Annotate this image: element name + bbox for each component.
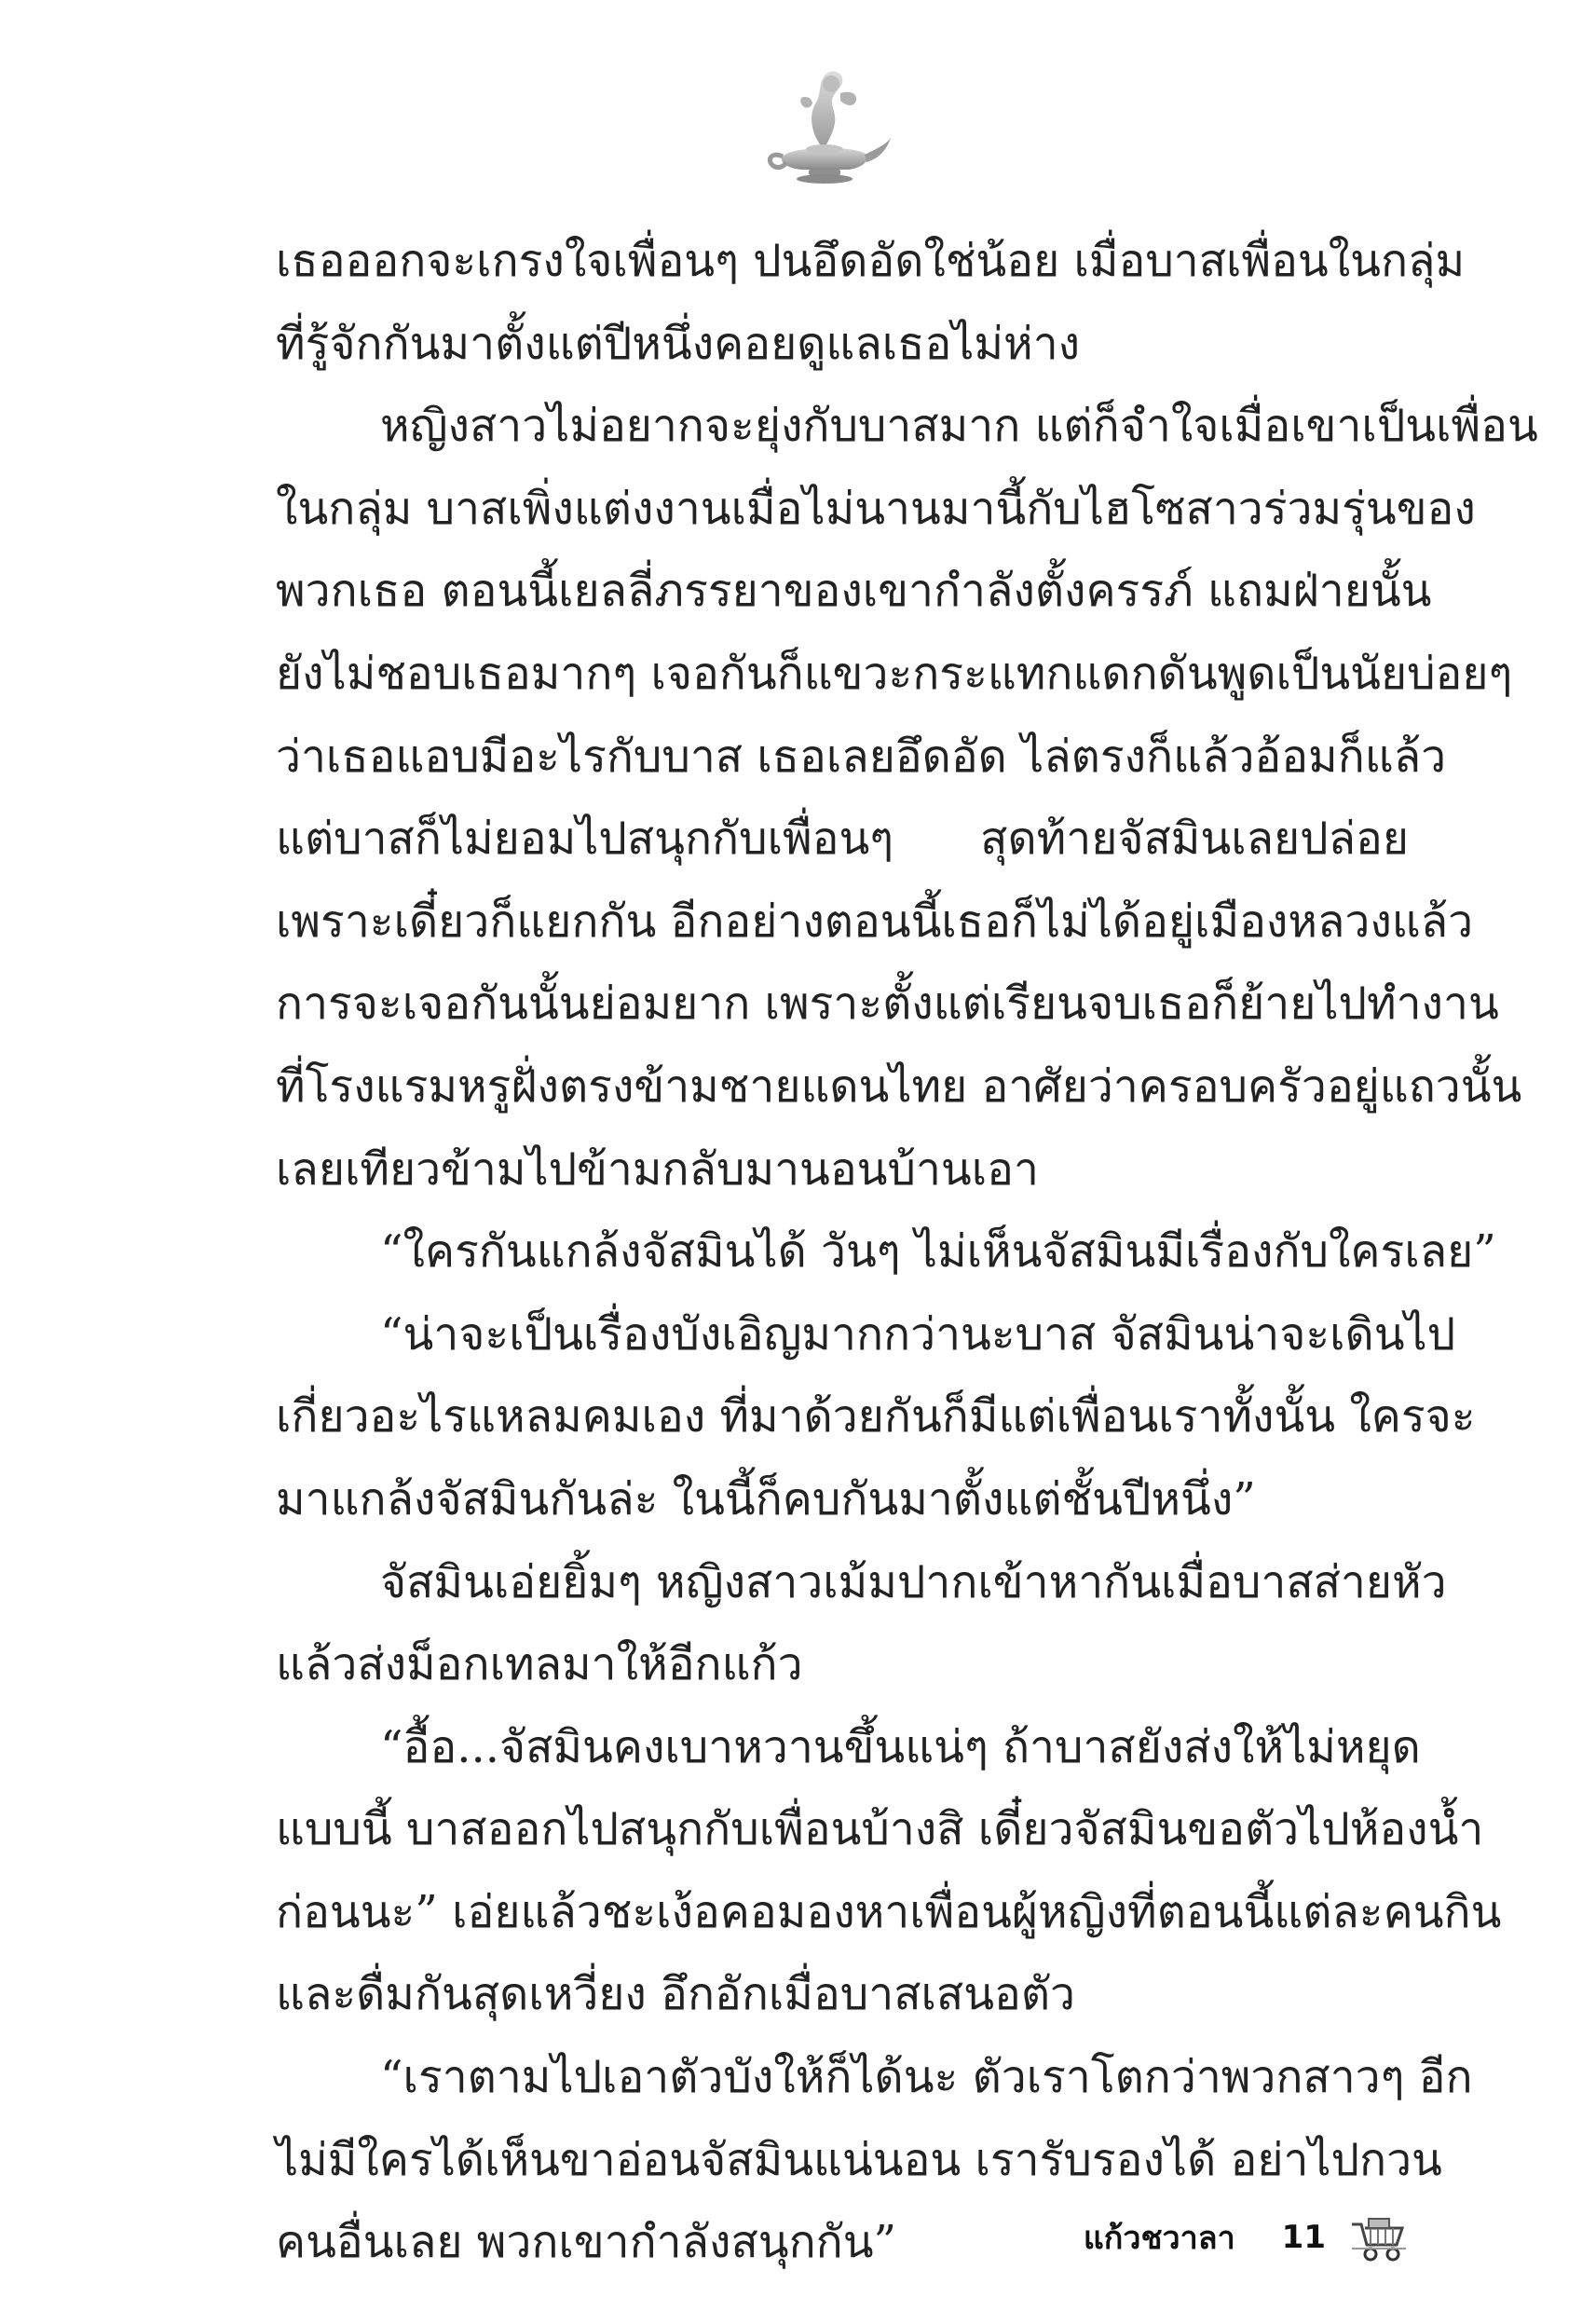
text-line: และดื่มกันสุดเหวี่ยง อึกอักเมื่อบาสเสนอตัว [276, 1968, 1075, 2021]
text-line: คนอื่นเลย พวกเขากำลังสนุกกัน” [276, 2216, 897, 2269]
text-line: มาแกล้งจัสมินกันล่ะ ในนี้ก็คบกันมาตั้งแต่ชั้นปีหนึ่ง” [276, 1472, 1256, 1525]
text-line: เพราะเดี๋ยวก็แยกกัน อีกอย่างตอนนี้เธอก็ไม่ได้อยู่เมืองหลวงแล้ว [276, 895, 1474, 948]
page-footer [1084, 2205, 1410, 2270]
text-line: ยังไม่ชอบเธอมากๆ เจอกันก็แขวะกระแทกแดกดันพูดเป็นนัยบ่อยๆ [276, 647, 1513, 700]
page-number: 11 [1281, 2219, 1326, 2256]
magic-lamp-genie-icon [755, 56, 894, 196]
text-line: แล้วส่งม็อกเทลมาให้อีกแก้ว [276, 1638, 803, 1691]
text-line: จัสมินเอ่ยยิ้มๆ หญิงสาวเม้มปากเข้าหากันเมื่อบาสส่ายหัว [380, 1555, 1447, 1608]
paragraph [276, 1210, 1496, 1293]
text-line: ที่โรงแรมหรูฝั่งตรงข้ามชายแดนไทย อาศัยว่าครอบครัวอยู่แถวนั้น [276, 1060, 1522, 1113]
cart-icon [1344, 2211, 1410, 2263]
text-line: แบบนี้ บาสออกไปสนุกกับเพื่อนบ้างสิ เดี๋ยวจัสมินขอตัวไปห้องน้ำ [276, 1803, 1484, 1856]
text-line: “อื้อ...จัสมินคงเบาหวานขึ้นแน่ๆ ถ้าบาสยังส่งให้ไม่หยุด [380, 1720, 1421, 1773]
text-line: เลยเทียวข้ามไปข้ามกลับมานอนบ้านเอา [276, 1142, 1039, 1196]
text-line: “น่าจะเป็นเรื่องบังเอิญมากกว่านะบาส จัสมินน่าจะเดินไป [380, 1307, 1456, 1361]
text-line: การจะเจอกันนั้นย่อมยาก เพราะตั้งแต่เรียนจบเธอก็ย้ายไปทำงาน [276, 978, 1499, 1031]
text-line: หญิงสาวไม่อยากจะยุ่งกับบาสมาก แต่ก็จำใจเมื่อเขาเป็นเพื่อน [380, 400, 1538, 453]
text-line: พวกเธอ ตอนนี้เยลลี่ภรรยาของเขากำลังตั้งครรภ์ แถมฝ่ายนั้น [276, 565, 1432, 618]
text-line: เกี่ยวอะไรแหลมคมเอง ที่มาด้วยกันก็มีแต่เพื่อนเราทั้งนั้น ใครจะ [276, 1390, 1476, 1443]
text-line: ในกลุ่ม บาสเพิ่งแต่งงานเมื่อไม่นานมานี้กับไฮโซสาวร่วมรุ่นของ [276, 482, 1476, 535]
text-line: แต่บาสก็ไม่ยอมไปสนุกกับเพื่อนๆ สุดท้ายจัสมินเลยปล่อย [276, 813, 1409, 866]
paragraph [276, 1541, 1447, 1706]
book-title: แก้วชวาลา [1083, 2220, 1235, 2257]
text-line: “เราตามไปเอาตัวบังให้ก็ได้นะ ตัวเราโตกว่าพวกสาวๆ อีก [380, 2051, 1473, 2104]
text-line: ก่อนนะ” เอ่ยแล้วชะเง้อคอมองหาเพื่อนผู้หญิงที่ตอนนี้แต่ละคนกิน [276, 1885, 1502, 1938]
paragraph [276, 220, 1466, 385]
paragraph [276, 385, 1538, 1210]
text-line: ที่รู้จักกันมาตั้งแต่ปีหนึ่งคอยดูแลเธอไม่ห่าง [276, 317, 1081, 370]
text-line: ไม่มีใครได้เห็นขาอ่อนจัสมินแน่นอน เรารับรองได้ อย่าไปกวน [276, 2133, 1442, 2186]
text-line: เธอออกจะเกรงใจเพื่อนๆ ปนอึดอัดใช่น้อย เมื่อบาสเพื่อนในกลุ่ม [276, 235, 1466, 287]
text-line: “ใครกันแกล้งจัสมินได้ วันๆ ไม่เห็นจัสมินมีเรื่องกับใครเลย” [380, 1225, 1496, 1279]
body-text [276, 220, 1538, 2284]
paragraph [276, 1293, 1476, 1541]
text-line: ว่าเธอแอบมีอะไรกับบาส เธอเลยอึดอัด ไล่ตรงก็แล้วอ้อมก็แล้ว [276, 730, 1447, 783]
paragraph [276, 1706, 1502, 2036]
